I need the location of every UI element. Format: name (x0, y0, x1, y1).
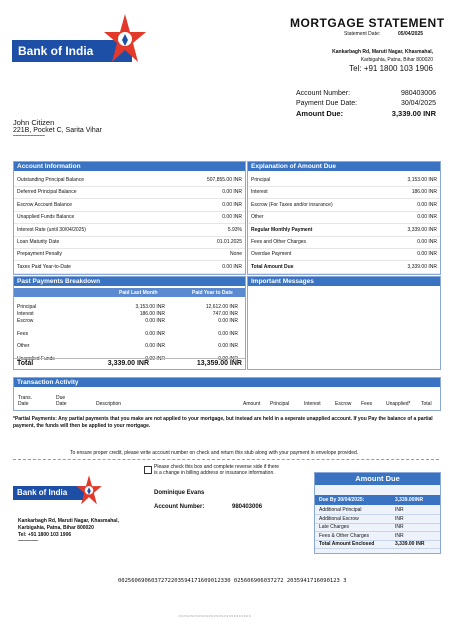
row-label: Other (251, 214, 264, 221)
row-value: 3,153.00 INR (407, 177, 437, 183)
stub-address-1: Kankarbagh Rd, Maruti Nagar, Khasmahal, (18, 518, 119, 524)
table-row (248, 174, 440, 187)
row-label: Loan Maturity Date (17, 239, 60, 245)
transaction-activity-panel (13, 377, 441, 411)
row-label: Overdue Payment (251, 251, 292, 258)
header-address-1: Kankarbagh Rd, Maruti Nagar, Khasmahal, (332, 49, 433, 55)
stub-bank-name: Bank of India (17, 488, 68, 497)
stub-due-by-row (315, 495, 440, 505)
stub-cut-line (13, 459, 439, 460)
statement-title: MORTGAGE STATEMENT (290, 16, 445, 30)
table-row (14, 311, 245, 318)
row-label: Fees (17, 330, 29, 337)
stub-row-label: Additional Principal (319, 507, 362, 513)
transaction-activity-title: Transaction Activity (14, 378, 440, 387)
past-payments-col-header (14, 288, 245, 297)
row-value: None (230, 251, 242, 258)
row-label: Interest (251, 189, 268, 196)
row-value: 0.00 INR (417, 239, 437, 245)
table-row (14, 174, 245, 187)
header-tel: Tel: +91 1800 103 1906 (349, 64, 433, 73)
statement-date: 05/04/2025 (398, 31, 424, 37)
col-unapplied: Unapplied* (386, 401, 411, 407)
row-label: Principal (17, 304, 37, 310)
stub-address-scribble: ˜˜˜˜˜˜˜˜˜˜˜˜˜˜˜˜˜ (18, 540, 38, 546)
row-label: Fees and Other Charges (251, 239, 307, 245)
col-principal: Principal (270, 401, 290, 407)
past-payments-total-ytd: 13,359.00 INR (196, 360, 242, 367)
row-value: 186.00 INR (411, 189, 437, 196)
row-paid-last-month: 0.00 INR (145, 355, 165, 362)
table-row (14, 199, 245, 212)
row-label: Prepayment Penalty (17, 251, 63, 258)
table-row (14, 211, 245, 224)
row-paid-last-month: 0.00 INR (145, 343, 165, 349)
row-paid-last-month: 3,153.00 INR (135, 304, 165, 310)
row-value: 5.93% (227, 226, 242, 233)
col-amount: Amount (243, 401, 261, 407)
stub-check-note-1: Please check this box and complete reverse side if there (154, 464, 280, 470)
summary-box (296, 90, 436, 122)
customer-name: John Citizen (13, 118, 55, 127)
col-paid-year-to-date: Paid Year to Date (192, 290, 233, 296)
table-row (14, 236, 245, 249)
table-row (248, 248, 440, 261)
amount-due-label: Amount Due: (296, 109, 344, 118)
explanation-title: Explanation of Amount Due (248, 162, 440, 171)
stub-row-value: INR (395, 507, 404, 513)
row-value: 0.00 INR (417, 214, 437, 221)
col-paid-last-month: Paid Last Month (119, 290, 158, 296)
stub-address-2: Karbigahia, Patna, Bihar 800020 (18, 525, 94, 531)
stub-row-label: Additional Escrow (319, 515, 359, 522)
row-value: 507,855.00 INR (206, 177, 242, 183)
col-escrow: Escrow (335, 401, 352, 407)
table-row (248, 199, 440, 212)
row-label: Principal (251, 177, 271, 183)
past-payments-title: Past Payments Breakdown (14, 277, 245, 286)
stub-amount-due-panel (314, 472, 441, 554)
row-paid-year-to-date: 0.00 INR (218, 330, 238, 337)
stub-row-value: INR (395, 515, 404, 522)
table-row (14, 331, 245, 338)
col-total: Total (421, 401, 432, 407)
account-number-label: Account Number: (296, 90, 351, 97)
table-row (248, 236, 440, 249)
row-paid-year-to-date: 0.00 INR (218, 355, 238, 362)
row-label: Other (17, 343, 30, 349)
row-value: 0.00 INR (417, 201, 437, 208)
past-payments-panel (13, 276, 246, 370)
stub-account-number: 980403006 (232, 504, 263, 510)
table-row (248, 211, 440, 224)
bank-name: Bank of India (18, 44, 94, 58)
row-label: Escrow (For Taxes and/or insurance) (251, 201, 333, 208)
table-row (248, 186, 440, 199)
table-row (248, 261, 440, 274)
col-due-date: Due Date (56, 395, 67, 407)
account-info-title: Account Information (14, 162, 245, 171)
row-paid-last-month: 0.00 INR (145, 330, 165, 337)
address-change-checkbox[interactable] (144, 466, 152, 474)
amount-due-value: 3,339.00 INR (391, 109, 436, 118)
stub-row-value: INR (395, 532, 404, 539)
table-row (14, 248, 245, 261)
stub-amount-due-title: Amount Due (315, 473, 440, 485)
row-paid-year-to-date: 0.00 INR (218, 318, 238, 324)
row-value: 01.01.2025 (216, 239, 242, 245)
table-row (14, 224, 245, 237)
row-label: Taxes Paid Year-to-Date (17, 263, 71, 270)
table-row (14, 318, 245, 325)
row-label: Unapplied Funds Balance (17, 214, 75, 221)
stub-due-by-value: 3,339.00INR (395, 497, 424, 503)
row-paid-year-to-date: 12,612.00 INR (205, 304, 238, 310)
row-label: Unapplied Funds (17, 355, 55, 362)
account-number-value: 980403006 (400, 90, 436, 97)
row-label: Interest (17, 311, 34, 317)
partial-payments-note: *Partial Payments: Any partial payments that you make are not applied to your mortgage, but instead are held in a seperate unapplied account. If you Pay the balance of a partial payment, the funds will then be applied to your mortgage. (13, 416, 433, 429)
row-value: 3,339.00 INR (407, 263, 437, 270)
stub-row-value: 3,339.00 INR (395, 541, 425, 547)
table-row (248, 224, 440, 237)
stub-account-number-label: Account Number: (154, 504, 205, 510)
stub-row-label: Fees & Other Charges (319, 532, 370, 539)
stub-logo (13, 474, 103, 508)
row-label: Escrow Account Balance (17, 201, 73, 208)
past-payments-total-row (14, 355, 245, 369)
row-value: 0.00 INR (222, 263, 242, 270)
row-value: 0.00 INR (222, 201, 242, 208)
stub-row-label: Total Amount Enclosed (319, 541, 375, 547)
account-info-panel (13, 161, 246, 275)
row-label: Total Amount Due (251, 263, 294, 270)
past-payments-total-last: 3,339.00 INR (107, 360, 149, 367)
col-fees: Fees (361, 401, 373, 407)
col-trans-date: Trans. Date (18, 395, 32, 407)
row-value: 3,339.00 INR (407, 226, 437, 233)
micr-scribble: ˜˜˜˜˜˜˜˜˜˜˜˜˜˜˜˜˜˜˜˜˜˜˜˜˜˜˜˜˜ (178, 616, 251, 622)
row-paid-last-month: 0.00 INR (145, 318, 165, 324)
row-paid-last-month: 186.00 INR (139, 311, 165, 317)
stub-due-by-label: Due By 30/04/2025: (319, 497, 365, 503)
row-label: Interest Rate (until 30/04/2025) (17, 226, 86, 233)
table-row (14, 304, 245, 311)
stub-star-icon (75, 474, 103, 513)
row-label: Regular Monthly Payment (251, 226, 313, 233)
header-address-2: Karbigahia, Patna, Bihar 800020 (360, 57, 433, 63)
col-interest: Interest (304, 401, 321, 407)
row-value: 0.00 INR (417, 251, 437, 258)
col-description: Description (96, 401, 122, 407)
table-row (14, 186, 245, 199)
payment-due-date-value: 30/04/2025 (400, 100, 436, 107)
star-icon (102, 12, 148, 68)
customer-address: 221B, Pocket C, Sarita Vihar (13, 127, 102, 134)
row-label: Outstanding Principal Balance (17, 177, 84, 183)
table-row (14, 261, 245, 274)
stub-payer-name: Dominique Evans (154, 490, 205, 496)
row-value: 0.00 INR (222, 214, 242, 221)
row-paid-year-to-date: 747.00 INR (212, 311, 238, 317)
stub-row-label: Late Charges (319, 524, 350, 530)
micr-line: 0025606906037272203594171609012330 025606906037272 2035941716090123 3 (118, 578, 347, 584)
stub-row (315, 540, 440, 549)
amount-due-explanation-panel (247, 161, 441, 275)
statement-date-label: Statement Date: (344, 31, 381, 37)
row-paid-year-to-date: 0.00 INR (218, 343, 238, 349)
stub-tel: Tel: +91 1800 103 1906 (18, 532, 72, 538)
row-label: Escrow (17, 318, 34, 324)
customer-address-scribble: ˜˜˜˜˜˜˜˜˜˜˜˜˜˜˜˜˜˜˜˜˜ (13, 136, 45, 142)
stub-row-value: INR (395, 524, 404, 530)
row-label: Deferred Principal Balance (17, 189, 77, 196)
important-messages-panel (247, 276, 441, 370)
bank-logo (12, 12, 144, 67)
past-payments-total-label: Total (17, 360, 34, 367)
row-value: 0.00 INR (222, 189, 242, 196)
stub-check-note-2: is a change in billing address or insurance information. (154, 470, 275, 476)
important-messages-title: Important Messages (248, 277, 440, 286)
payment-due-date-label: Payment Due Date: (296, 100, 358, 107)
stub-instruction: To ensure proper credit, please write account number on check and return this stub along with your payment in envelope provided. (70, 450, 359, 456)
table-row (14, 343, 245, 350)
